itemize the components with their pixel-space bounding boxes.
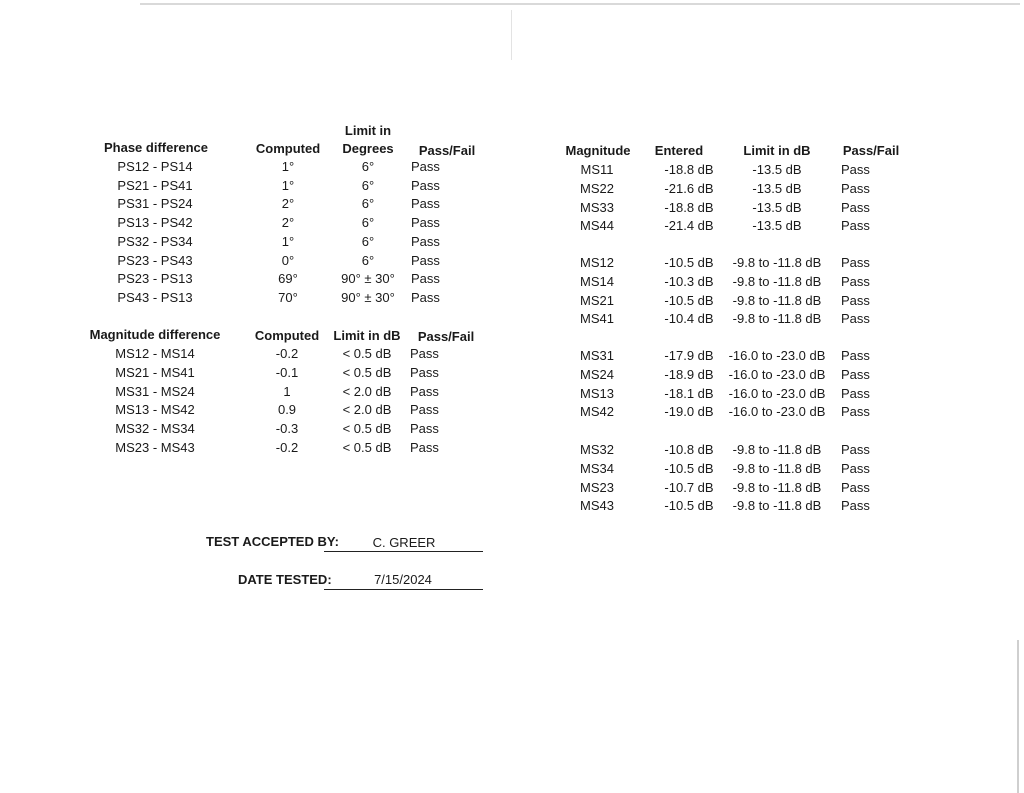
cell-result: Pass [841,311,870,327]
mag-diff-header-result: Pass/Fail [417,329,475,344]
cell-port-name: MS23 [580,479,614,495]
magnitude-header-result: Pass/Fail [842,143,900,158]
cell-computed: 0.9 [277,402,297,418]
cell-entered: -21.6 dB [664,180,714,196]
cell-port-name: MS13 [580,385,614,401]
cell-result: Pass [411,252,440,268]
magnitude-header-entered: Entered [654,143,704,158]
cell-limit: < 2.0 dB [342,402,392,418]
cell-computed: 69° [278,271,298,287]
cell-result: Pass [841,385,870,401]
cell-limit: -13.5 dB [752,199,802,215]
cell-result: Pass [841,442,870,457]
cell-result: Pass [841,292,870,308]
cell-limit: < 0.5 dB [342,346,392,361]
cell-limit: 6° [361,233,375,249]
cell-limit: -13.5 dB [752,180,802,196]
cell-limit: -16.0 to -23.0 dB [728,348,826,363]
cell-computed: 2° [281,196,295,212]
cell-computed: 70° [278,289,298,305]
cell-result: Pass [410,364,439,380]
cell-entered: -10.5 dB [664,292,714,308]
cell-limit: -9.8 to -11.8 dB [732,498,822,514]
cell-port-name: MS44 [580,218,614,234]
cell-limit: -16.0 to -23.0 dB [728,366,826,382]
cell-port-name: MS21 [580,292,614,308]
cell-pair-name: PS23 - PS43 [117,252,193,268]
cell-entered: -10.5 dB [664,460,714,476]
cell-limit: -13.5 dB [752,218,802,234]
cell-limit: < 0.5 dB [342,440,392,455]
scan-fold-mark [511,10,512,60]
accepted-by-value: C. GREER [372,535,436,550]
cell-limit: < 0.5 dB [342,364,392,380]
cell-port-name: MS43 [580,498,614,514]
cell-pair-name: MS12 - MS14 [115,346,195,361]
cell-entered: -18.9 dB [664,366,714,382]
cell-limit: 6° [361,252,375,268]
cell-limit: 90° ± 30° [341,289,395,305]
accepted-by-label: TEST ACCEPTED BY: [206,534,339,549]
cell-port-name: MS22 [580,180,614,196]
cell-pair-name: MS13 - MS42 [115,402,195,418]
cell-result: Pass [411,215,440,231]
scan-edge-right [1017,640,1019,793]
cell-result: Pass [841,460,870,476]
cell-result: Pass [841,479,870,495]
mag-diff-header-limit: Limit in dB [333,328,401,343]
phase-header-computed: Computed [255,141,321,156]
cell-pair-name: PS31 - PS24 [117,196,193,212]
cell-result: Pass [410,421,439,437]
cell-result: Pass [841,348,870,363]
cell-result: Pass [410,346,439,361]
cell-pair-name: PS21 - PS41 [117,177,193,193]
cell-pair-name: PS43 - PS13 [117,289,193,305]
cell-computed: 0° [281,252,295,268]
cell-entered: -10.5 dB [664,498,714,514]
cell-result: Pass [411,196,440,212]
magnitude-header-limit: Limit in dB [743,143,811,158]
cell-entered: -10.8 dB [664,442,714,457]
phase-header-result: Pass/Fail [418,143,476,158]
cell-port-name: MS32 [580,442,614,457]
cell-limit: 6° [361,177,375,193]
cell-entered: -10.7 dB [664,479,714,495]
cell-pair-name: MS21 - MS41 [115,364,195,380]
cell-limit: < 2.0 dB [342,383,392,399]
cell-entered: -18.8 dB [664,162,714,177]
cell-entered: -10.5 dB [664,255,714,270]
cell-entered: -10.3 dB [664,273,714,289]
cell-result: Pass [411,289,440,305]
cell-computed: 1° [281,233,295,249]
accepted-by-line [324,551,483,552]
cell-pair-name: MS23 - MS43 [115,440,195,455]
cell-pair-name: PS23 - PS13 [117,271,193,287]
cell-limit: 90° ± 30° [341,271,395,287]
cell-result: Pass [410,383,439,399]
cell-port-name: MS12 [580,255,614,270]
cell-pair-name: PS13 - PS42 [117,215,193,231]
cell-limit: -9.8 to -11.8 dB [732,255,822,270]
phase-header-name: Phase difference [103,140,209,155]
cell-limit: 6° [361,159,375,174]
scan-edge-top [140,3,1020,5]
cell-result: Pass [841,218,870,234]
cell-computed: -0.1 [275,364,299,380]
cell-limit: -9.8 to -11.8 dB [732,273,822,289]
cell-port-name: MS33 [580,199,614,215]
cell-entered: -17.9 dB [664,348,714,363]
phase-header-limit-line1: Limit in [344,123,392,138]
date-tested-line [324,589,483,590]
cell-pair-name: PS32 - PS34 [117,233,193,249]
cell-port-name: MS14 [580,273,614,289]
cell-result: Pass [841,404,870,420]
cell-limit: -9.8 to -11.8 dB [732,311,822,327]
cell-limit: -13.5 dB [752,162,802,177]
cell-result: Pass [410,440,439,455]
cell-result: Pass [841,498,870,514]
cell-limit: -9.8 to -11.8 dB [732,460,822,476]
cell-port-name: MS42 [580,404,614,420]
cell-limit: < 0.5 dB [342,421,392,437]
cell-computed: 1° [281,159,295,174]
date-tested-label: DATE TESTED: [238,572,332,587]
cell-result: Pass [411,159,440,174]
cell-result: Pass [411,177,440,193]
cell-port-name: MS31 [580,348,614,363]
cell-computed: 1 [283,383,291,399]
cell-limit: -16.0 to -23.0 dB [728,404,826,420]
cell-limit: 6° [361,196,375,212]
cell-computed: 1° [281,177,295,193]
cell-port-name: MS41 [580,311,614,327]
cell-computed: -0.2 [275,346,299,361]
cell-result: Pass [841,255,870,270]
cell-pair-name: MS32 - MS34 [115,421,195,437]
cell-computed: -0.3 [275,421,299,437]
cell-limit: 6° [361,215,375,231]
cell-limit: -9.8 to -11.8 dB [732,442,822,457]
cell-port-name: MS34 [580,460,614,476]
cell-limit: -16.0 to -23.0 dB [728,385,826,401]
cell-result: Pass [410,402,439,418]
cell-result: Pass [841,199,870,215]
cell-port-name: MS24 [580,366,614,382]
magnitude-header-name: Magnitude [565,143,631,158]
cell-computed: -0.2 [275,440,299,455]
cell-pair-name: PS12 - PS14 [117,159,193,174]
cell-entered: -19.0 dB [664,404,714,420]
mag-diff-header-name: Magnitude difference [89,327,221,342]
cell-entered: -18.8 dB [664,199,714,215]
cell-result: Pass [411,271,440,287]
date-tested-value: 7/15/2024 [374,572,432,587]
phase-header-limit-line2: Degrees [342,141,394,156]
cell-result: Pass [841,180,870,196]
cell-pair-name: MS31 - MS24 [115,383,195,399]
cell-result: Pass [841,273,870,289]
cell-port-name: MS11 [580,162,614,177]
mag-diff-header-computed: Computed [254,328,320,343]
cell-limit: -9.8 to -11.8 dB [732,292,822,308]
cell-result: Pass [411,233,440,249]
cell-result: Pass [841,366,870,382]
cell-result: Pass [841,162,870,177]
cell-entered: -10.4 dB [664,311,714,327]
cell-entered: -18.1 dB [664,385,714,401]
cell-computed: 2° [281,215,295,231]
cell-entered: -21.4 dB [664,218,714,234]
cell-limit: -9.8 to -11.8 dB [732,479,822,495]
